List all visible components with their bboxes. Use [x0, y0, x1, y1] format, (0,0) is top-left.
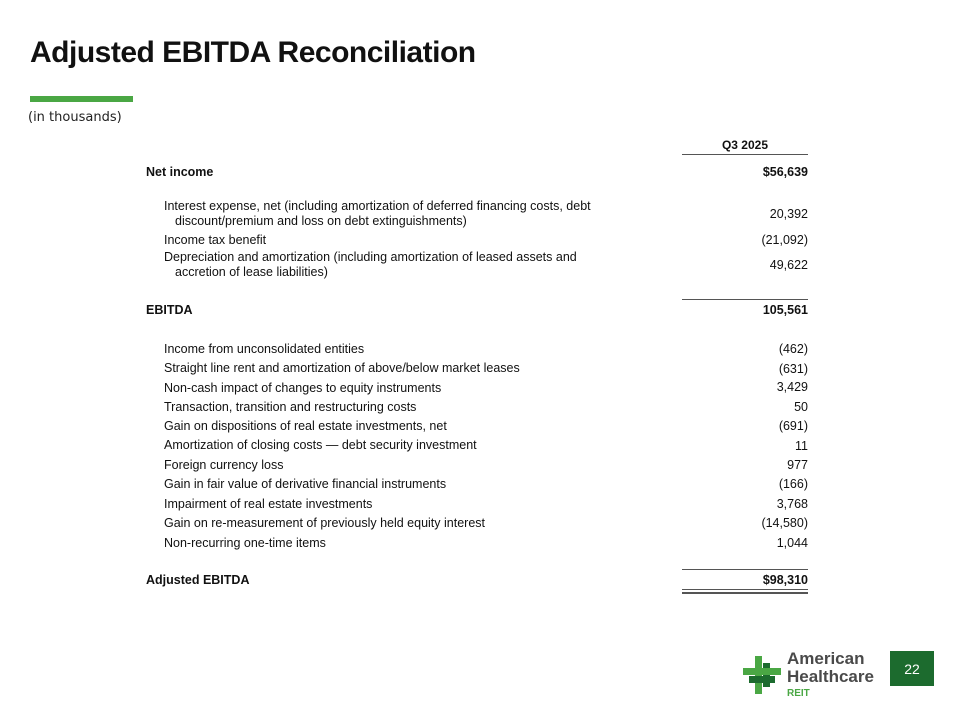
ebitda-item-depreciation-line1: Depreciation and amortization (including amortization of leased assets and: [164, 250, 577, 264]
ebitda-value: 105,561: [762, 303, 808, 317]
adjustment-row: Gain in fair value of derivative financial instruments: [164, 477, 447, 491]
adjustment-value: (631): [778, 362, 808, 376]
adjustment-row: Transaction, transition and restructuring costs: [164, 400, 417, 414]
ebitda-item-interest: [164, 199, 634, 229]
adjustment-row: Straight line rent and amortization of above/below market leases: [164, 361, 520, 375]
adjustment-value: (14,580): [761, 516, 808, 530]
title-accent-bar: [30, 96, 133, 102]
adjustment-value: 3,768: [776, 497, 808, 511]
adjustment-value: (691): [778, 419, 808, 433]
ebitda-item-interest-line1: Interest expense, net (including amortization of deferred financing costs, debt: [164, 199, 591, 213]
adjusted-ebitda-value: $98,310: [762, 573, 808, 587]
net-income-value: $56,639: [762, 165, 808, 179]
total-double-rule: [682, 589, 808, 594]
adjustment-value: (166): [778, 477, 808, 491]
ebitda-item-interest-line2: discount/premium and loss on debt extinguishments): [175, 214, 467, 228]
ebitda-item-depreciation: [164, 250, 634, 280]
adjusted-ebitda-label: Adjusted EBITDA: [146, 573, 250, 587]
column-header-q3-2025: Q3 2025: [682, 138, 808, 155]
net-income-label: Net income: [146, 165, 214, 179]
ebitda-item-depreciation-line2: accretion of lease liabilities): [175, 265, 328, 279]
adjustment-row: Non-recurring one-time items: [164, 536, 326, 550]
adjustment-value: 977: [787, 458, 808, 472]
adjustment-row: Gain on dispositions of real estate investments, net: [164, 419, 447, 433]
adjustment-value: 11: [795, 439, 808, 453]
ebitda-item-income-tax-line1: Income tax benefit: [164, 233, 267, 247]
logo-cross-icon: [741, 654, 783, 696]
logo-line-american: American: [787, 649, 865, 668]
ebitda-subtotal-rule: [682, 299, 808, 300]
logo-wordmark: [787, 650, 874, 686]
adjustment-value: 50: [794, 400, 808, 414]
logo-line-healthcare: Healthcare: [787, 667, 874, 686]
page-title: Adjusted EBITDA Reconciliation: [30, 36, 476, 69]
adjusted-subtotal-rule: [682, 569, 808, 570]
adjustment-value: 1,044: [776, 536, 808, 550]
adjustment-row: Amortization of closing costs — debt security investment: [164, 438, 477, 452]
adjustment-row: Gain on re-measurement of previously held equity interest: [164, 516, 485, 530]
ebitda-item-income-tax: [164, 233, 634, 248]
ebitda-item-depreciation-value: 49,622: [769, 258, 808, 272]
adjustment-value: 3,429: [776, 380, 808, 394]
company-logo: [741, 650, 881, 700]
ebitda-item-interest-value: 20,392: [769, 207, 808, 221]
adjustment-row: Foreign currency loss: [164, 458, 284, 472]
adjustment-value: (462): [778, 342, 808, 356]
adjustment-row: Income from unconsolidated entities: [164, 342, 365, 356]
logo-line-reit: REIT: [787, 688, 810, 699]
ebitda-item-income-tax-value: (21,092): [761, 233, 808, 247]
ebitda-label: EBITDA: [146, 303, 193, 317]
page-number: 22: [890, 651, 934, 686]
adjustment-row: Non-cash impact of changes to equity instruments: [164, 381, 442, 395]
adjustment-row: Impairment of real estate investments: [164, 497, 373, 511]
units-note: (in thousands): [28, 110, 122, 125]
